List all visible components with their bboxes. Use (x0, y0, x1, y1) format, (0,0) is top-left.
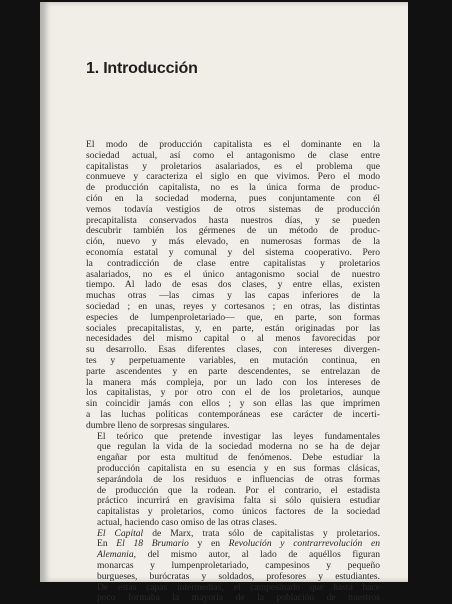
book-title: El Capital (97, 527, 144, 539)
text-line: engañar por esta multitud de fenómenos. Debe estudiar la (97, 452, 380, 464)
text-line: El modo de producción capitalista es el dominante en la (86, 139, 380, 150)
text-line: sociedad actual, así como el antagonismo de clase entre (86, 149, 380, 161)
book-title: Alemania (97, 549, 134, 561)
book-title: Revolución y contrarrevolución en (228, 538, 380, 550)
text-line: la contradicción de clase entre capitalistas y proletarios (86, 257, 380, 269)
text-line: De estas capas intermedias, el campesinado que hasta hace (97, 581, 380, 593)
text-line: dumbre lleno de sorpresas singulares. (86, 419, 230, 431)
text-line: economía estatal y comunal y del sistema cooperativo. Pero (86, 246, 380, 258)
text-line: burgueses, burócratas y soldados, profesores y estudiantes. (97, 570, 380, 582)
text-line: descubrir también los gérmenes de un método de produc- (86, 225, 380, 237)
text-line: que regulan la vida de la sociedad moderna no se ha de dejar (97, 441, 380, 453)
text-line: ción, nuevo y más elevado, en numerosas formas de la (86, 236, 380, 248)
text-line: práctico incurrirá en gravísima falta si sólo quisiera estudiar (97, 495, 380, 507)
text-line: de producción capitalista, no es la única forma de produc- (86, 182, 380, 194)
text-line: su desarrollo. Esas diferentes clases, con intereses divergen- (86, 344, 380, 356)
text-fragment: En (97, 538, 117, 550)
text-line: especies de lumpenproletariado— que, en parte, son formas (86, 311, 380, 323)
text-line: conmueve y caracteriza el siglo en que vivimos. Pero el modo (86, 171, 380, 183)
text-line: precapitalista conservados hasta nuestros días, y se pueden (86, 214, 380, 226)
text-line: vemos todavía vestigios de otros sistemas de producción (86, 203, 380, 215)
book-page (40, 2, 408, 604)
text-fragment: y en (188, 538, 229, 550)
chapter-heading: 1. Introducción (86, 60, 198, 77)
text-line: actual, haciendo caso omiso de las otras clases. (97, 516, 278, 528)
text-line: asalariados, no es el único antagonismo social de nuestro (86, 268, 380, 280)
text-line: tiempo. Al lado de esas dos clases, y entre ellas, existen (86, 279, 380, 291)
text-line: producción capitalista en su esencia y en sus formas clásicas, (97, 462, 380, 474)
body-text (86, 140, 380, 604)
text-line: los capitalistas, y por otro con el de los proletarios, aunque (86, 387, 380, 399)
text-line: poco formaba la mayoria de la población de nuestros (97, 592, 380, 604)
text-line: parte ascendentes y en parte descendentes, se entrelazan de (86, 365, 380, 377)
text-line: capitalistas y proletarios asalariados, es el problema que (86, 160, 380, 172)
text-line: ción en la sociedad moderna, pues conjuntamente con él (86, 192, 380, 204)
paragraph-1 (86, 140, 380, 432)
text-line: a las luchas políticas contemporáneas ese carácter de incerti- (86, 408, 380, 420)
text-line: capitalistas y proletarios, como únicos factores de la sociedad (97, 506, 380, 518)
paragraph-3 (86, 529, 380, 604)
text-line: sin coincidir jamás con ellos ; y son ellas las que imprimen (86, 398, 380, 410)
text-line: de producción que la rodean. Por el contrario, el estadista (97, 484, 380, 496)
paragraph-2 (86, 432, 380, 529)
text-line: El teórico que pretende investigar las leyes fundamentales (97, 430, 380, 442)
text-line: monarcas y lumpenproletariado, campesinos y pequeño (97, 560, 380, 572)
text-line: sociales precapitalistas, y, en parte, están originadas por las (86, 322, 380, 334)
text-line: muchas otras —las cimas y las capas inferiores de la (86, 290, 380, 302)
text-line: sociedad ; en unas, reyes y cortesanos ; en otras, las distintas (86, 300, 380, 312)
text-line: la manera más compleja, por un lado con los intereses de (86, 376, 380, 388)
text-line: tes y perpetuamente variables, en mutación continua, en (86, 354, 380, 366)
book-title: El 18 Brumario (116, 538, 189, 550)
text-line: separándola de los residuos e influencias de otras formas (97, 473, 380, 485)
text-fragment: , del mismo autor, al lado de aquéllos figuran (133, 549, 380, 561)
text-fragment: de Marx, trata sólo de capitalistas y proletarios. (143, 527, 380, 539)
text-line: necesidades del mismo capital o al menos favorecidas por (86, 333, 380, 345)
